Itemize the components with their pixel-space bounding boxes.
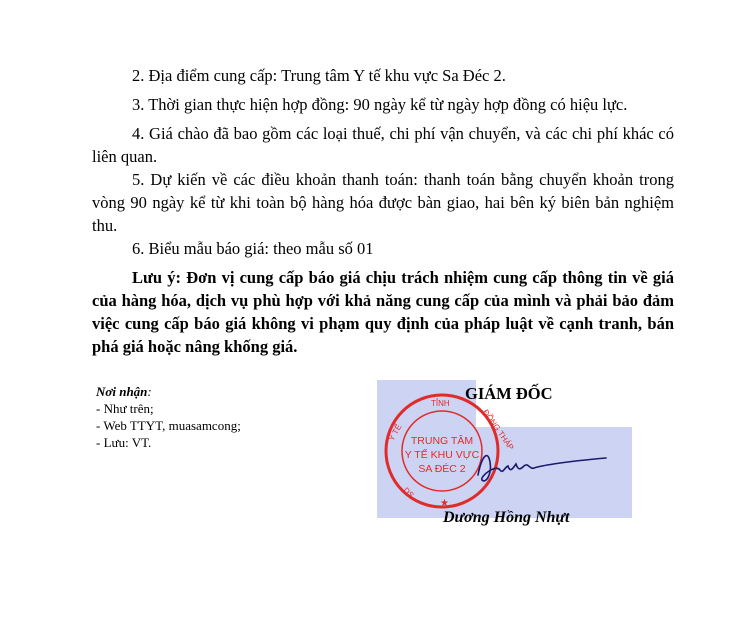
- stamp-outer-bottom: DS: [401, 485, 416, 500]
- stamp-outer-left: Y TẾ: [386, 422, 404, 443]
- signer-name: Dương Hồng Nhựt: [443, 509, 570, 526]
- note-paragraph: Lưu ý: Đơn vị cung cấp báo giá chịu trách nhiệm cung cấp thông tin về giá của hàng hóa, dịch vụ phù hợp với khả năng cung cấp của mình và phải bảo đảm việc cung cấp báo giá không vi phạm quy định của pháp luật về cạnh tranh, bán phá giá hoặc nâng khống giá.: [92, 268, 674, 356]
- item-location: 2. Địa điểm cung cấp: Trung tâm Y tế khu vực Sa Đéc 2.: [132, 66, 506, 85]
- stamp-line-1: TRUNG TÂM: [410, 435, 474, 447]
- recipients-title: Nơi nhận:: [96, 384, 152, 399]
- item-price-inclusion: 4. Giá chào đã bao gồm các loại thuế, chi phí vận chuyển, và các chi phí khác có liên quan.: [92, 124, 674, 166]
- handwritten-signature: [470, 440, 610, 490]
- item-payment-terms: 5. Dự kiến về các điều khoản thanh toán: thanh toán bằng chuyển khoản trong vòng 90 ngày kể từ khi toàn bộ hàng hóa được bàn giao, hai bên ký biên bản nghiệm thu.: [92, 170, 674, 235]
- stamp-outer-top: TỈNH: [431, 399, 450, 408]
- recipient-line: - Như trên;: [96, 401, 154, 416]
- stamp-star-icon: ★: [440, 498, 449, 509]
- stamp-outer-right: ĐỒNG THÁP: [480, 407, 516, 452]
- item-contract-duration: 3. Thời gian thực hiện hợp đồng: 90 ngày kể từ ngày hợp đồng có hiệu lực.: [132, 95, 628, 114]
- recipient-line: - Lưu: VT.: [96, 435, 152, 450]
- item-quote-form: 6. Biểu mẫu báo giá: theo mẫu số 01: [132, 239, 374, 258]
- recipient-line: - Web TTYT, muasamcong;: [96, 418, 241, 433]
- director-title: GIÁM ĐỐC: [465, 384, 553, 403]
- stamp-line-3: SA ĐÉC 2: [418, 463, 466, 475]
- recipients-block: [96, 383, 241, 451]
- stamp-line-2: Y TẾ KHU VỰC: [404, 449, 480, 461]
